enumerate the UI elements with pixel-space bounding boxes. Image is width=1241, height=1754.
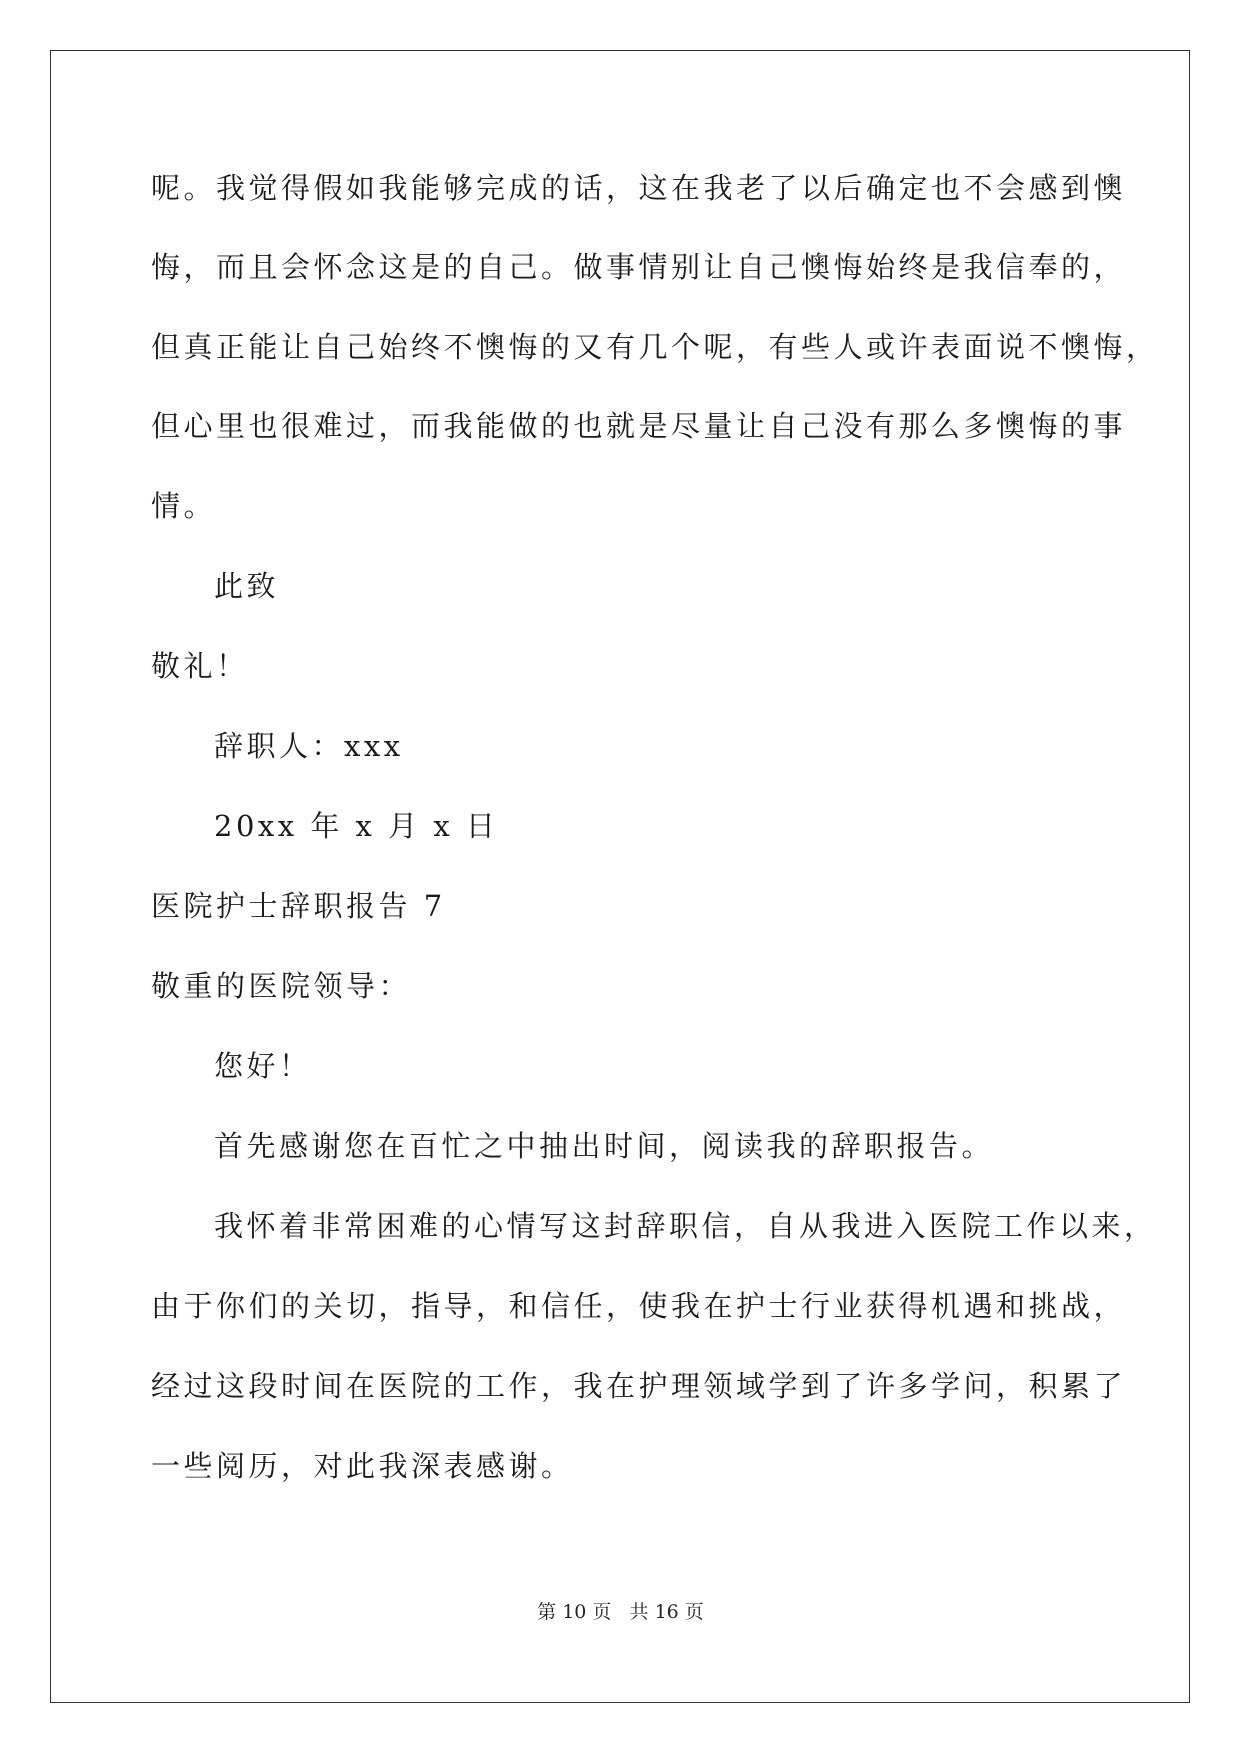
addressee: 敬重的医院领导：	[151, 969, 412, 1003]
body-line: 但真正能让自己始终不懊悔的又有几个呢，有些人或许表面说不懊悔，	[151, 330, 1159, 364]
body-line: 由于你们的关切，指导，和信任，使我在护士行业获得机遇和挑战，	[151, 1289, 1127, 1323]
closing-respect: 敬礼！	[151, 649, 249, 683]
closing-salutation: 此致	[214, 569, 280, 603]
body-line: 一些阅历，对此我深表感谢。	[151, 1449, 574, 1483]
section-title: 医院护士辞职报告 7	[151, 889, 446, 923]
body-line: 首先感谢您在百忙之中抽出时间，阅读我的辞职报告。	[214, 1129, 995, 1163]
body-line: 悔，而且会怀念这是的自己。做事情别让自己懊悔始终是我信奉的，	[151, 250, 1127, 284]
signature-name: 辞职人：xxx	[214, 729, 404, 763]
greeting: 您好！	[214, 1049, 312, 1083]
signature-date: 20xx 年 x 月 x 日	[214, 809, 499, 843]
body-line: 但心里也很难过，而我能做的也就是尽量让自己没有那么多懊悔的事	[151, 409, 1127, 443]
body-line: 呢。我觉得假如我能够完成的话，这在我老了以后确定也不会感到懊	[151, 171, 1127, 205]
body-line: 情。	[151, 489, 217, 523]
page-number: 第 10 页 共 16 页	[537, 1601, 704, 1623]
body-line: 经过这段时间在医院的工作，我在护理领域学到了许多学问，积累了	[151, 1369, 1127, 1403]
body-line: 我怀着非常困难的心情写这封辞职信，自从我进入医院工作以来，	[214, 1209, 1157, 1243]
